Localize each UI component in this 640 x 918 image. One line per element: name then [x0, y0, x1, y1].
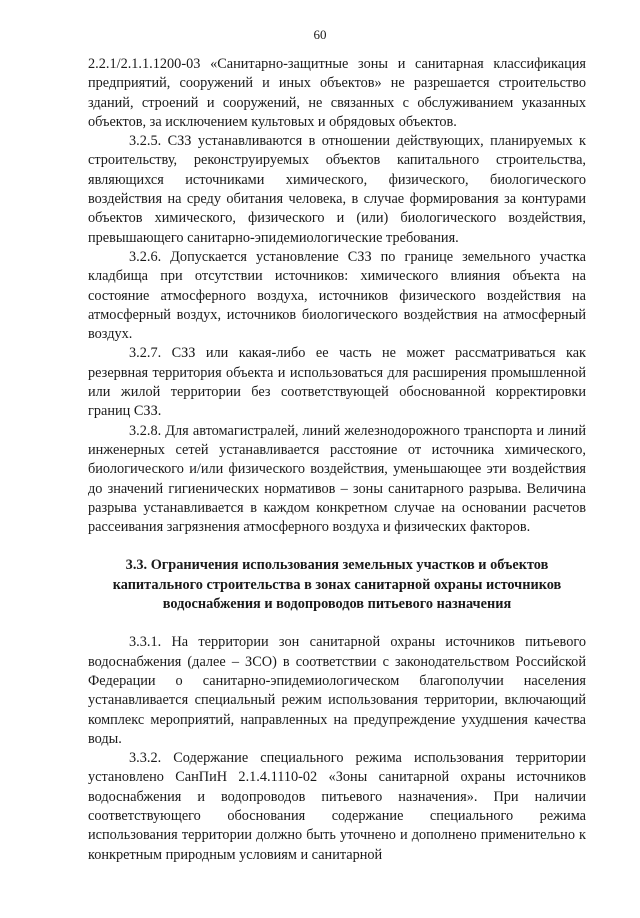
paragraph-3-3-2: 3.3.2. Содержание специального режима использования территории установлено СанПиН 2.1.4.1110-02 «Зоны санитарной охраны источников водоснабжения и водопроводов питьевого назначения». При наличии соответствующего обоснования содержание специального режима использования территории должно быть уточнено и дополнено применительно к конкретным природным условиям и санитарной — [88, 750, 586, 863]
section-heading-3-3: 3.3. Ограничения использования земельных участков и объектов капитального строительства в зонах санитарной охраны источников водоснабжения и водопроводов питьевого назначения — [112, 557, 562, 613]
paragraph-3-3-1: 3.3.1. На территории зон санитарной охраны источников питьевого водоснабжения (далее – ЗСО) в соответствии с законодательством Российской Федерации о санитарно-эпидемиологическом благополучии населения устанавливается специальный режим использования территории, включающий комплекс мероприятий, направленных на предупреждение ухудшения качества воды. — [88, 634, 586, 747]
paragraph-3-2-7: 3.2.7. СЗЗ или какая-либо ее часть не может рассматриваться как резервная территория объекта и использоваться для расширения промышленной или жилой территории без соответствующей обоснованной корректировки границ СЗЗ. — [88, 345, 586, 420]
page-number: 60 — [313, 27, 327, 42]
paragraph-3-2-5: 3.2.5. СЗЗ устанавливаются в отношении действующих, планируемых к строительству, реконструируемых объектов капитального строительства, являющихся источниками химического, физического, биологического воздействия на среду обитания человека, в случае формирования за контурами объектов химического, физического и (или) биологического воздействия, превышающего санитарно-эпидемиологические требования. — [88, 133, 586, 246]
paragraph-continuation-sanpin: 2.2.1/2.1.1.1200-03 «Санитарно-защитные зоны и санитарная классификация предприятий, сооружений и иных объектов» не разрешается строительство зданий, строений и сооружений, не связанных с обслуживанием указанных объектов, за исключением культовых и обрядовых объектов. — [88, 56, 586, 130]
document-body — [88, 55, 586, 865]
paragraph-3-2-6: 3.2.6. Допускается установление СЗЗ по границе земельного участка кладбища при отсутствии источников: химического влияния объекта на состояние атмосферного воздуха, источников физического воздействия на атмосферный воздух, источников биологического воздействия на атмосферный воздух. — [88, 248, 586, 343]
paragraph-3-2-8: 3.2.8. Для автомагистралей, линий железнодорожного транспорта и линий инженерных сетей устанавливается расстояние от источника химического, биологического и/или физического воздействия, уменьшающее эти воздействия до значений гигиенических нормативов – зоны санитарного разрыва. Величина разрыва устанавливается в каждом конкретном случае на основании расчетов рассеивания загрязнения атмосферного воздуха и физических факторов. — [88, 422, 586, 536]
